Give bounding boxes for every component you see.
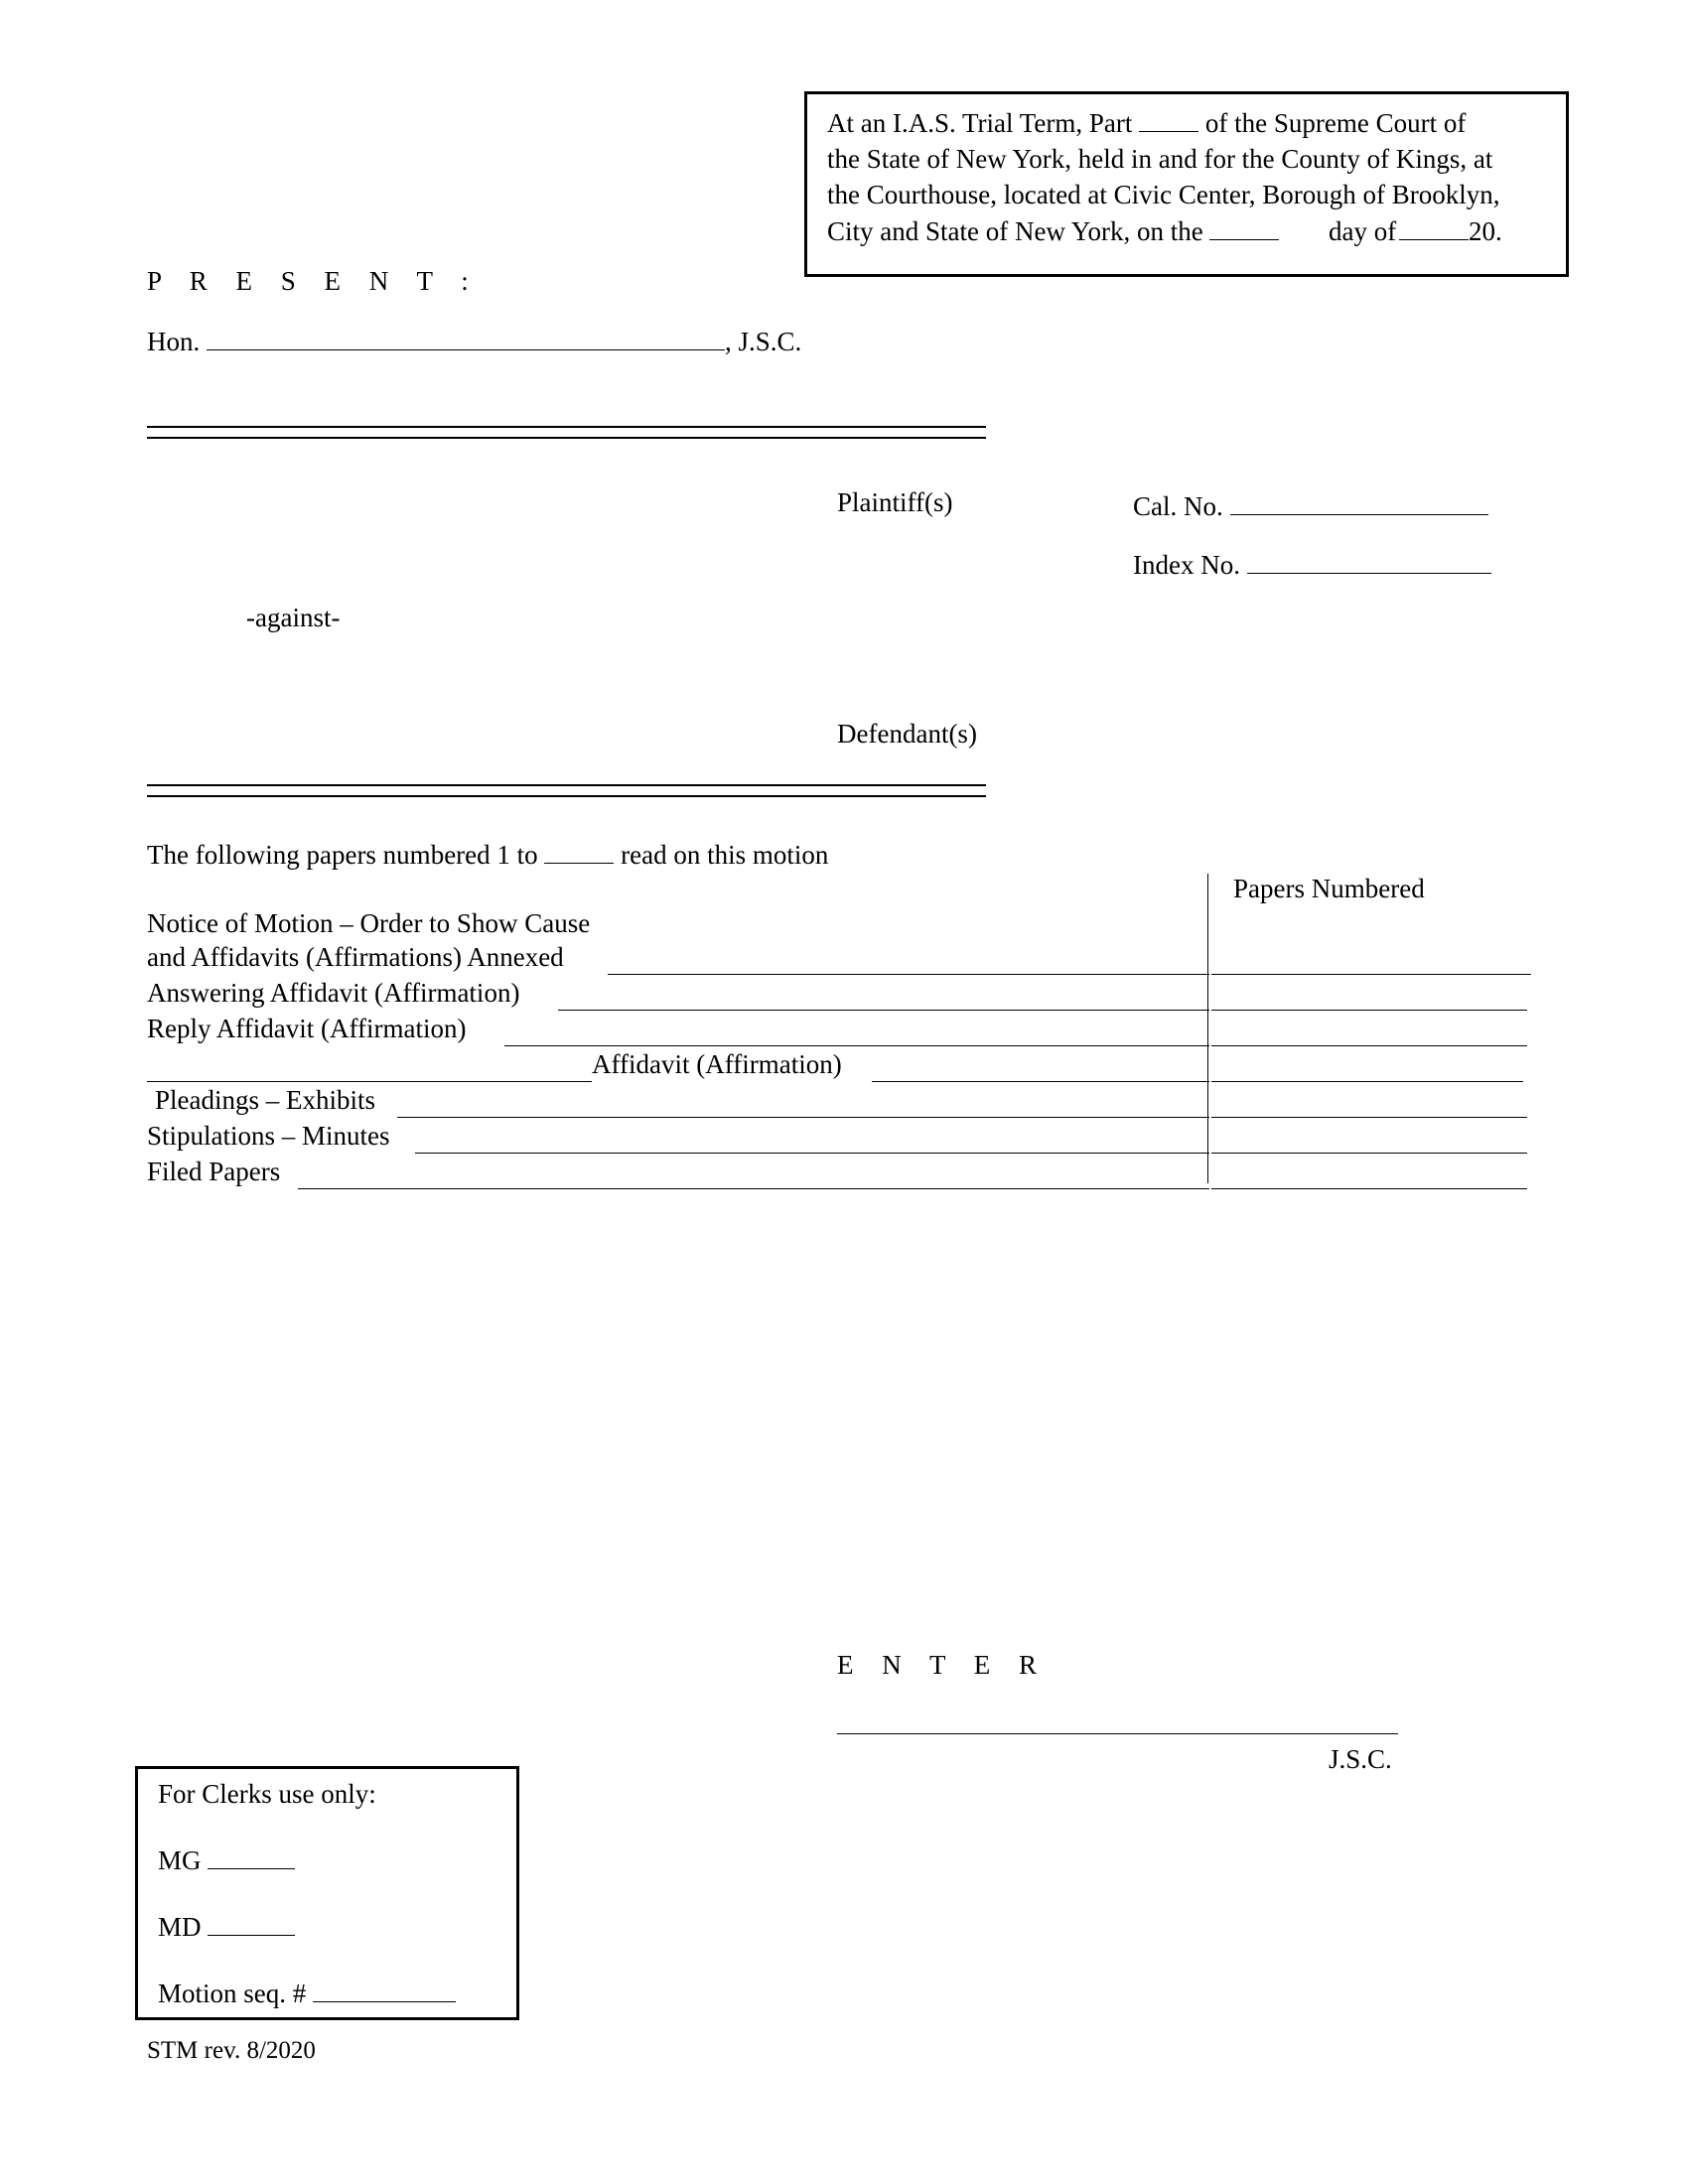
- motion-seq-label: Motion seq. #: [158, 1979, 307, 2009]
- index-no-field: [1133, 546, 1491, 581]
- part-number-blank[interactable]: [1139, 104, 1198, 132]
- notice-of-motion-label: Notice of Motion – Order to Show Cause: [147, 908, 591, 938]
- papers-row: [147, 1082, 1537, 1118]
- md-label: MD: [158, 1912, 202, 1943]
- papers-row: [147, 975, 1537, 1011]
- papers-row-label: and Affidavits (Affirmations) Annexed: [147, 942, 564, 972]
- papers-row: [147, 939, 1537, 975]
- papers-row-label: Affidavit (Affirmation): [592, 1049, 842, 1079]
- mg-label: MG: [158, 1845, 202, 1876]
- papers-table: [147, 874, 1537, 1191]
- index-no-label: Index No.: [1133, 550, 1240, 580]
- enter-jsc-label: J.S.C.: [1329, 1744, 1392, 1774]
- papers-count-blank[interactable]: [544, 836, 614, 864]
- caption-separator-bottom: [147, 784, 986, 797]
- md-blank[interactable]: [208, 1908, 295, 1936]
- mg-blank[interactable]: [208, 1842, 295, 1869]
- day-blank[interactable]: [1209, 212, 1279, 240]
- papers-row: [147, 1046, 1537, 1082]
- papers-row: [147, 1011, 1537, 1046]
- court-box-text-part: At an I.A.S. Trial Term, Part: [827, 108, 1133, 138]
- papers-row: [147, 1118, 1537, 1154]
- court-box-line-4: [827, 212, 1566, 249]
- clerks-use-title: For Clerks use only:: [158, 1779, 376, 1809]
- court-box-line-2: the State of New York, held in and for the County of Kings, at: [827, 144, 1493, 174]
- present-label: P R E S E N T :: [147, 266, 480, 296]
- papers-row-label: Stipulations – Minutes: [147, 1121, 390, 1151]
- cal-no-blank[interactable]: [1230, 487, 1488, 515]
- papers-numbered-header: Papers Numbered: [1233, 874, 1425, 903]
- jsc-suffix: , J.S.C.: [725, 327, 802, 356]
- papers-row-label: Filed Papers: [147, 1157, 281, 1186]
- clerks-use-box: [135, 1766, 519, 2020]
- month-blank[interactable]: [1399, 212, 1469, 240]
- court-box-text-on-the: City and State of New York, on the: [827, 216, 1203, 246]
- md-field: [158, 1908, 516, 1943]
- judge-signature-line[interactable]: [837, 1733, 1398, 1734]
- court-term-box: [804, 91, 1569, 277]
- papers-row: [147, 1154, 1537, 1189]
- papers-row-blank[interactable]: [298, 1188, 1209, 1189]
- motion-seq-blank[interactable]: [313, 1975, 456, 2002]
- papers-intro-text: The following papers numbered 1 to: [147, 840, 538, 870]
- hon-label: Hon.: [147, 327, 201, 356]
- cal-no-label: Cal. No.: [1133, 491, 1223, 521]
- index-no-blank[interactable]: [1247, 546, 1491, 574]
- court-box-text-day-of: day of: [1328, 216, 1397, 246]
- papers-row-label: Answering Affidavit (Affirmation): [147, 978, 520, 1008]
- papers-intro-tail: read on this motion: [621, 840, 829, 870]
- papers-number-blank[interactable]: [1211, 1188, 1527, 1189]
- enter-label: E N T E R: [837, 1650, 1049, 1680]
- plaintiff-label: Plaintiff(s): [837, 487, 953, 517]
- court-box-text-year: 20.: [1468, 216, 1502, 246]
- motion-seq-field: [158, 1975, 516, 2009]
- court-box-line-1: [827, 104, 1566, 141]
- judge-name-blank[interactable]: [207, 323, 725, 350]
- revision-label: STM rev. 8/2020: [147, 2037, 316, 2064]
- against-label: -against-: [246, 603, 341, 632]
- mg-field: [158, 1842, 516, 1876]
- court-box-text-supreme: of the Supreme Court of: [1204, 108, 1467, 138]
- court-box-line-3: the Courthouse, located at Civic Center, Borough of Brooklyn,: [827, 180, 1500, 209]
- caption-separator-top: [147, 426, 986, 439]
- judge-line: [147, 323, 801, 357]
- papers-intro: [147, 836, 828, 871]
- cal-no-field: [1133, 487, 1488, 522]
- papers-row-label: Reply Affidavit (Affirmation): [147, 1014, 467, 1043]
- papers-row-label: Pleadings – Exhibits: [155, 1085, 375, 1115]
- defendant-label: Defendant(s): [837, 719, 977, 749]
